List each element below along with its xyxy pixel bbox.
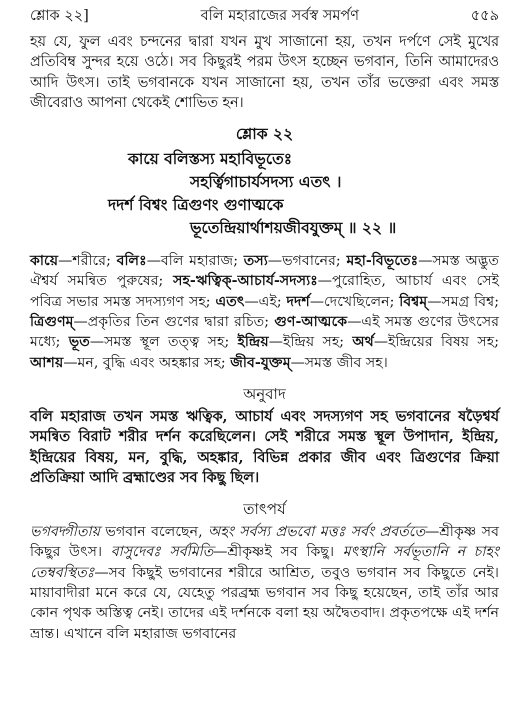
synonym-term: আশয় <box>30 354 64 371</box>
synonym-meaning: প্রকৃতির তিন গুণের দ্বারা রচিত <box>87 314 265 331</box>
purport-italic: অহং সর্বস্য প্রভবো মত্তঃ সর্বং প্রবর্ততে <box>208 524 426 541</box>
synonym-meaning: এই <box>258 293 277 310</box>
synonym-meaning: সমস্ত অদ্ভুত ঐশ্বর্য সমন্বিত পুরুষের <box>30 253 499 290</box>
synonym-meaning: বলি মহারাজ <box>160 253 234 270</box>
synonym-term: জীব-যুক্তম্ <box>230 354 291 371</box>
header-page-number: ৫৫৯ <box>470 8 499 24</box>
synonym-term: বিশ্বম্ <box>399 293 428 310</box>
purport-text <box>30 522 499 644</box>
synonym-term: অর্থ <box>352 334 374 351</box>
purport-italic: মৎস্থানি সর্বভূতানি ন চাহং তেম্ববস্থিতঃ <box>30 544 499 581</box>
synonym-term: গুণ-আত্মকে <box>274 314 348 331</box>
header-verse-ref: শ্লোক ২২] <box>30 8 89 24</box>
verse-title: শ্লোক ২২ <box>235 124 294 144</box>
synonym-meaning: ইন্দ্রিয় সহ <box>282 334 340 351</box>
verse-text <box>30 147 499 239</box>
synonym-meaning: পুরোহিত, আচার্য এবং সেই পবিত্র সভার সমস্ত সদস্যগণ সহ <box>30 273 499 310</box>
purport-italic: ভগবদ্গীতায় <box>30 524 100 541</box>
synonym-meaning: এই সমস্ত গুণের উৎসের মধ্যে <box>30 314 499 351</box>
purport-span: —সব কিছুই ভগবানের শরীরে আশ্রিত, তবুও ভগবান সব কিছুতে নেই। মায়াবাদীরা মনে করে যে, যেহেতু পরব্রহ্ম ভগবান সব কিছু হয়েছেন, তাই তাঁর আর কোন পৃথক অস্তিত্ব নেই। তাদের এই দর্শনকে বলা হয় অদ্বৈতবাদ। প্রকৃতপক্ষে এই দর্শন ভ্রান্ত। এখানে বলি মহারাজ ভগবানের <box>30 564 500 642</box>
translation-text: বলি মহারাজ তখন সমস্ত ঋত্বিক, আচার্য এবং সদস্যগণ সহ ভগবানের ষড়ৈশ্বর্য সমন্বিত বিরাট শরীর দর্শন করেছিলেন। সেই শরীরে সমস্ত স্থূল উপাদান, ইন্দ্রিয়, ইন্দ্রিয়ের বিষয়, মন, বুদ্ধি, অহঙ্কার, বিভিন্ন প্রকার জীব এবং ত্রিগুণের ক্রিয়া প্রতিক্রিয়া আদি ব্রহ্মাণ্ডের সব কিছু ছিল। <box>30 407 499 486</box>
synonym-meaning: ভগবানের <box>282 253 336 270</box>
synonym-meaning: দেখেছিলেন <box>324 293 390 310</box>
synonym-term: তস্য <box>243 253 268 270</box>
synonym-term: বলিঃ <box>116 253 147 270</box>
synonym-term: এতৎ <box>215 293 245 310</box>
synonym-term: সহ-ঋত্বিক্-আচার্য-সদস্যঃ <box>173 273 318 290</box>
synonym-term: দদর্শ <box>286 293 310 310</box>
header-chapter-title: বলি মহারাজের সর্বস্ব সমর্পণ <box>200 8 359 24</box>
page-header <box>30 6 499 26</box>
synonym-meaning: ইন্দ্রিয়ের বিষয় সহ <box>388 334 495 351</box>
synonym-term: ইন্দ্রিয় <box>237 334 269 351</box>
intro-paragraph: হয় যে, ফুল এবং চন্দনের দ্বারা যখন মুখ সাজানো হয়, তখন দর্পণে সেই মুখের প্রতিবিম্ব সুন্দর হয়ে ওঠে। সব কিছুরই পরম উৎস হচ্ছেন ভগবান, তিনি আমাদেরও আদি উৎস। তাই ভগবানকে যখন সাজানো হয়, তখন তাঁর ভক্তেরা এবং সমস্ত জীবেরাও আপনা থেকেই শোভিত হন। <box>30 34 499 111</box>
purport-span: —শ্রীকৃষ্ণই সব কিছু। <box>213 544 343 561</box>
verse-line: ভূতেন্দ্রিয়ার্থাশয়জীবযুক্তম্ ॥ ২২ ॥ <box>190 218 397 238</box>
synonym-term: ত্রিগুণম্ <box>30 314 74 331</box>
purport-title: তাৎপর্য <box>243 500 286 519</box>
synonym-meaning: শরীরে <box>72 253 107 270</box>
synonym-meaning: সমগ্র বিশ্ব <box>441 293 495 310</box>
purport-span: —শ্রীকৃষ্ণ সব কিছুর উৎস। <box>30 524 499 561</box>
purport-italic: বাসুদেবঃ সর্বমিতি <box>110 544 214 561</box>
synonym-meaning: সমস্ত স্থূল তত্ত্ব সহ <box>104 334 225 351</box>
synonym-term: কায়ে <box>30 253 59 270</box>
verse-line: কায়ে বলিস্তস্য মহাবিভূতেঃ <box>128 149 292 169</box>
verse-line: দদর্শ বিশ্বং ত্রিগুণং গুণাত্মকে <box>108 195 284 215</box>
synonym-term: মহা-বিভূতেঃ <box>346 253 419 270</box>
synonym-meaning: সমস্ত জীব সহ <box>304 354 383 371</box>
translation-title: অনুবাদ <box>243 384 286 403</box>
synonym-term: ভূত <box>68 334 90 351</box>
purport-span: ভগবান বলেছেন, <box>99 524 209 541</box>
verse-line: সহর্ত্বিগাচার্যসদস্য এতৎ । <box>190 172 342 192</box>
synonym-meaning: মন, বুদ্ধি এবং অহঙ্কার সহ <box>77 354 221 371</box>
word-meanings: কায়ে—শরীরে; বলিঃ—বলি মহারাজ; তস্য—ভগবানের; মহা-বিভূতেঃ—সমস্ত অদ্ভুত ঐশ্বর্য সমন্বিত পুরুষের; সহ-ঋত্বিক্-আচার্য-সদস্যঃ—পুরোহিত, আচার্য এবং সেই পবিত্র সভার সমস্ত সদস্যগণ সহ; এতৎ—এই; দদর্শ—দেখেছিলেন; বিশ্বম্—সমগ্র বিশ্ব; ত্রিগুণম্—প্রকৃতির তিন গুণের দ্বারা রচিত; গুণ-আত্মকে—এই সমস্ত গুণের উৎসের মধ্যে; ভূত—সমস্ত স্থূল তত্ত্ব সহ; ইন্দ্রিয়—ইন্দ্রিয় সহ; অর্থ—ইন্দ্রিয়ের বিষয় সহ; আশয়—মন, বুদ্ধি এবং অহঙ্কার সহ; জীব-যুক্তম্—সমস্ত জীব সহ। <box>30 253 500 371</box>
